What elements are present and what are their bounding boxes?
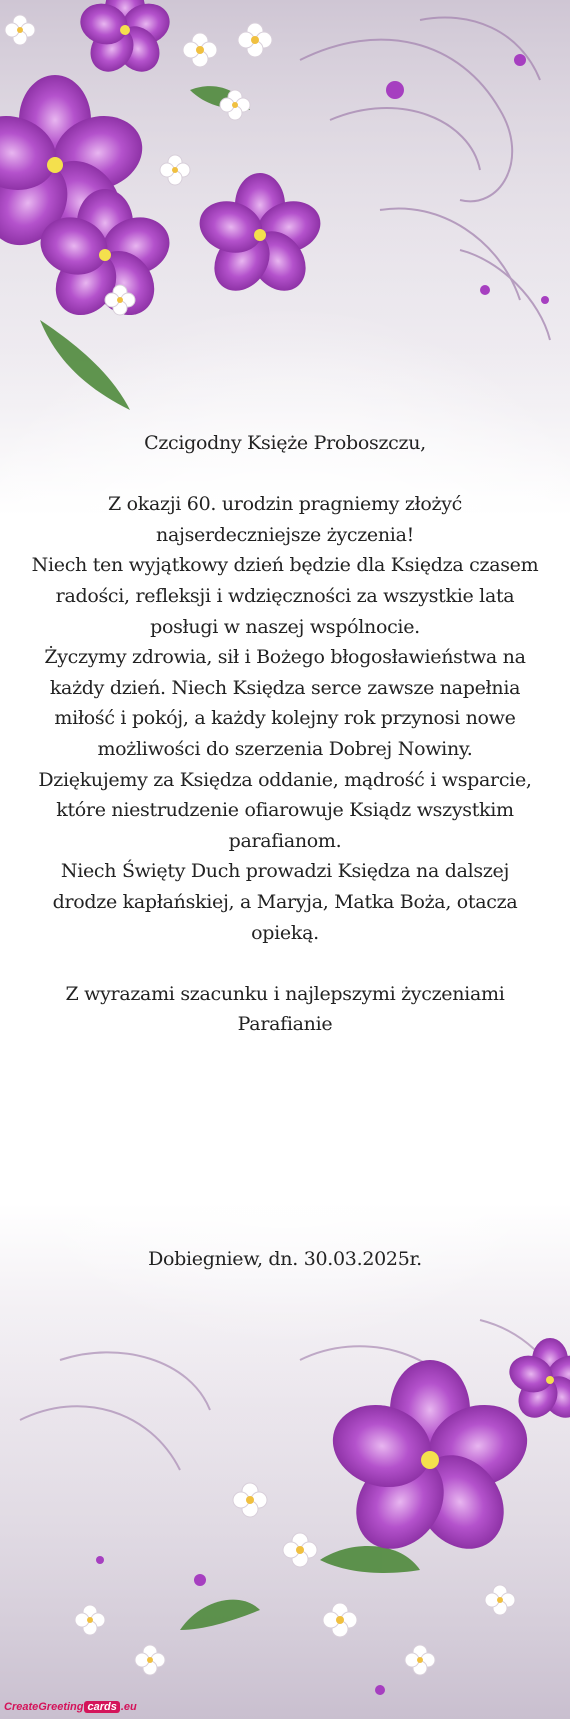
wish-paragraph: Niech ten wyjątkowy dzień będzie dla Księdza czasem radości, refleksji i wdzięczności za wszystkie lata posługi w naszej wspólnocie.	[31, 554, 539, 638]
greeting-line: Czcigodny Księże Proboszczu,	[144, 432, 426, 454]
floral-decoration-top	[0, 0, 570, 420]
card-message	[30, 428, 540, 1040]
date-line: Dobiegniew, dn. 30.03.2025r.	[148, 1248, 422, 1270]
logo-text-primary: CreateGreeting	[4, 1701, 84, 1713]
wish-paragraph: Dziękujemy za Księdza oddanie, mądrość i wsparcie, które niestrudzenie ofiarowuje Ksiądz wszystkim parafianom.	[38, 768, 532, 852]
wish-paragraph: Z okazji 60. urodzin pragniemy złożyć najserdeczniejsze życzenia!	[107, 493, 463, 546]
floral-decoration-bottom	[0, 1300, 570, 1719]
wish-paragraph: Życzymy zdrowia, sił i Bożego błogosławieństwa na każdy dzień. Niech Księdza serce zawsze napełnia miłość i pokój, a każdy kolejny rok przynosi nowe możliwości do szerzenia Dobrej Nowiny.	[44, 646, 526, 760]
logo-text-suffix: .eu	[120, 1701, 137, 1713]
logo-text-badge: cards	[84, 1701, 119, 1713]
wish-paragraph: Niech Święty Duch prowadzi Księdza na dalszej drodze kapłańskiej, a Maryja, Matka Boża, otacza opieką.	[52, 860, 518, 944]
closing-line: Z wyrazami szacunku i najlepszymi życzeniami	[65, 982, 505, 1005]
brand-logo[interactable]	[4, 1697, 137, 1717]
signature: Parafianie	[237, 1013, 333, 1036]
